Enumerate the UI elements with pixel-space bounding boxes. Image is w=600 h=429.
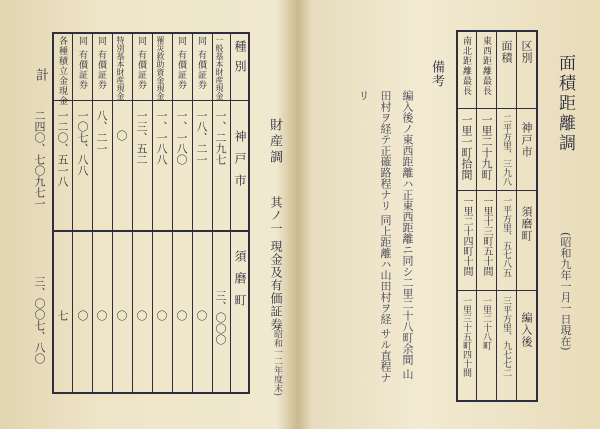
row-rule [52,230,250,232]
after-ns: 一里三十五町四十間 [461,296,471,377]
kobe-header: 神戸市 [520,122,533,158]
column-label: 同 有價証券 [176,36,186,90]
column-rule [152,32,153,394]
table-border-left [456,30,458,402]
kobe-value: 一二〇、五一八 [56,110,69,187]
after-annex-header: 編入後 [520,312,533,348]
kobe-value: 一、二九七 [214,110,227,165]
remarks-label: 備考 [429,60,444,88]
header-category: 種別 [233,40,247,80]
kobe-value: 一八、二一 [195,110,208,165]
suma-ew: 一里十三町五十間 [481,196,492,276]
column-label: 同 有價証券 [196,36,206,90]
suma-ns: 一里二十四町十間 [461,196,472,276]
area-distance-title: 面積距離調 [555,54,575,154]
column-rule [212,32,213,394]
kobe-value: 一、一八〇 [175,110,188,165]
kobe-value: 一三、五二 [135,110,148,165]
suma-value: 三、〇〇〇 [214,290,227,345]
total-suma: 三、〇〇七、八〇 [33,276,46,364]
kobe-value: 一、一八八 [155,110,168,165]
kobe-area: 二平方里、三九八 [501,114,511,186]
row-label-area: 面積 [500,40,513,64]
kobe-value: 八、二一 [95,110,108,154]
after-ew: 一里二十八町 [481,296,491,350]
table-border-right [248,32,250,394]
property-date: (昭和一二年度末) [272,326,282,397]
column-rule [112,32,113,394]
column-rule [172,32,173,394]
column-rule [132,32,133,394]
total-kobe: 二四〇、七〇九七一 [33,110,46,209]
date-note: (昭和九年一月一日現在) [559,232,572,351]
suma-value: 七 [56,310,69,321]
suma-value: 〇 [135,310,148,321]
column-label: 同 有價証券 [77,36,87,90]
column-label: 同 有價証券 [96,36,106,90]
remarks-text: 編入後ノ東西距離ハ正東西距離ニ同シ二里二十八町余間 山田村ヲ経テ正確路程ナリ 同上距離ハ山田村ヲ経 サル直程ナリ [357,90,414,383]
header-kobe: 神戸市 [233,130,247,196]
row-label-ns-distance: 南北距離最長 [461,36,471,96]
column-rule [72,32,73,394]
suma-value: 〇 [115,310,128,321]
column-label: 罹災救助資金現金 [156,36,165,100]
row-rule [52,100,250,101]
property-title: 財産調 [267,118,282,166]
column-label: 同 有價証券 [136,36,146,90]
column-rule [496,30,497,402]
kobe-ew: 一里二十九町 [480,114,493,180]
suma-value: 〇 [195,310,208,321]
suma-area: 一平方里、五七八五 [501,196,511,277]
column-rule [192,32,193,394]
column-rule [92,32,93,394]
table-border-top [52,32,250,34]
row-rule [456,290,538,291]
row-label-category: 区別 [520,40,533,64]
suma-value: 〇 [155,310,168,321]
table-border-bottom [456,400,538,402]
suma-value: 〇 [175,310,188,321]
total-label: 計 [33,68,48,82]
header-suma: 須磨町 [233,250,247,316]
table-border-bottom [52,392,250,394]
table-border-top [456,30,538,32]
suma-value: 〇 [95,310,108,321]
kobe-ns: 一里一町拾間 [460,114,473,180]
kobe-value: 一〇七、八八 [76,110,89,176]
column-rule [516,30,517,402]
column-rule [230,32,231,394]
column-label: 特別基本財産現金 [116,36,125,100]
column-rule [476,30,477,402]
row-label-ew-distance: 東西距離最長 [481,36,491,96]
table-border-right [536,30,538,402]
after-area: 三平方里、九七七二 [501,296,511,377]
row-rule [456,108,538,109]
column-label: 一般基本財産現金 [215,36,224,100]
property-subtitle: 其ノ一 現金及有価証券 [269,196,283,331]
column-label: 各種積立金現金 [57,36,67,106]
table-border-left [52,32,54,394]
row-rule [456,190,538,191]
suma-value: 〇 [76,310,89,321]
kobe-value: 〇 [115,130,128,141]
suma-header: 須磨町 [520,206,533,242]
